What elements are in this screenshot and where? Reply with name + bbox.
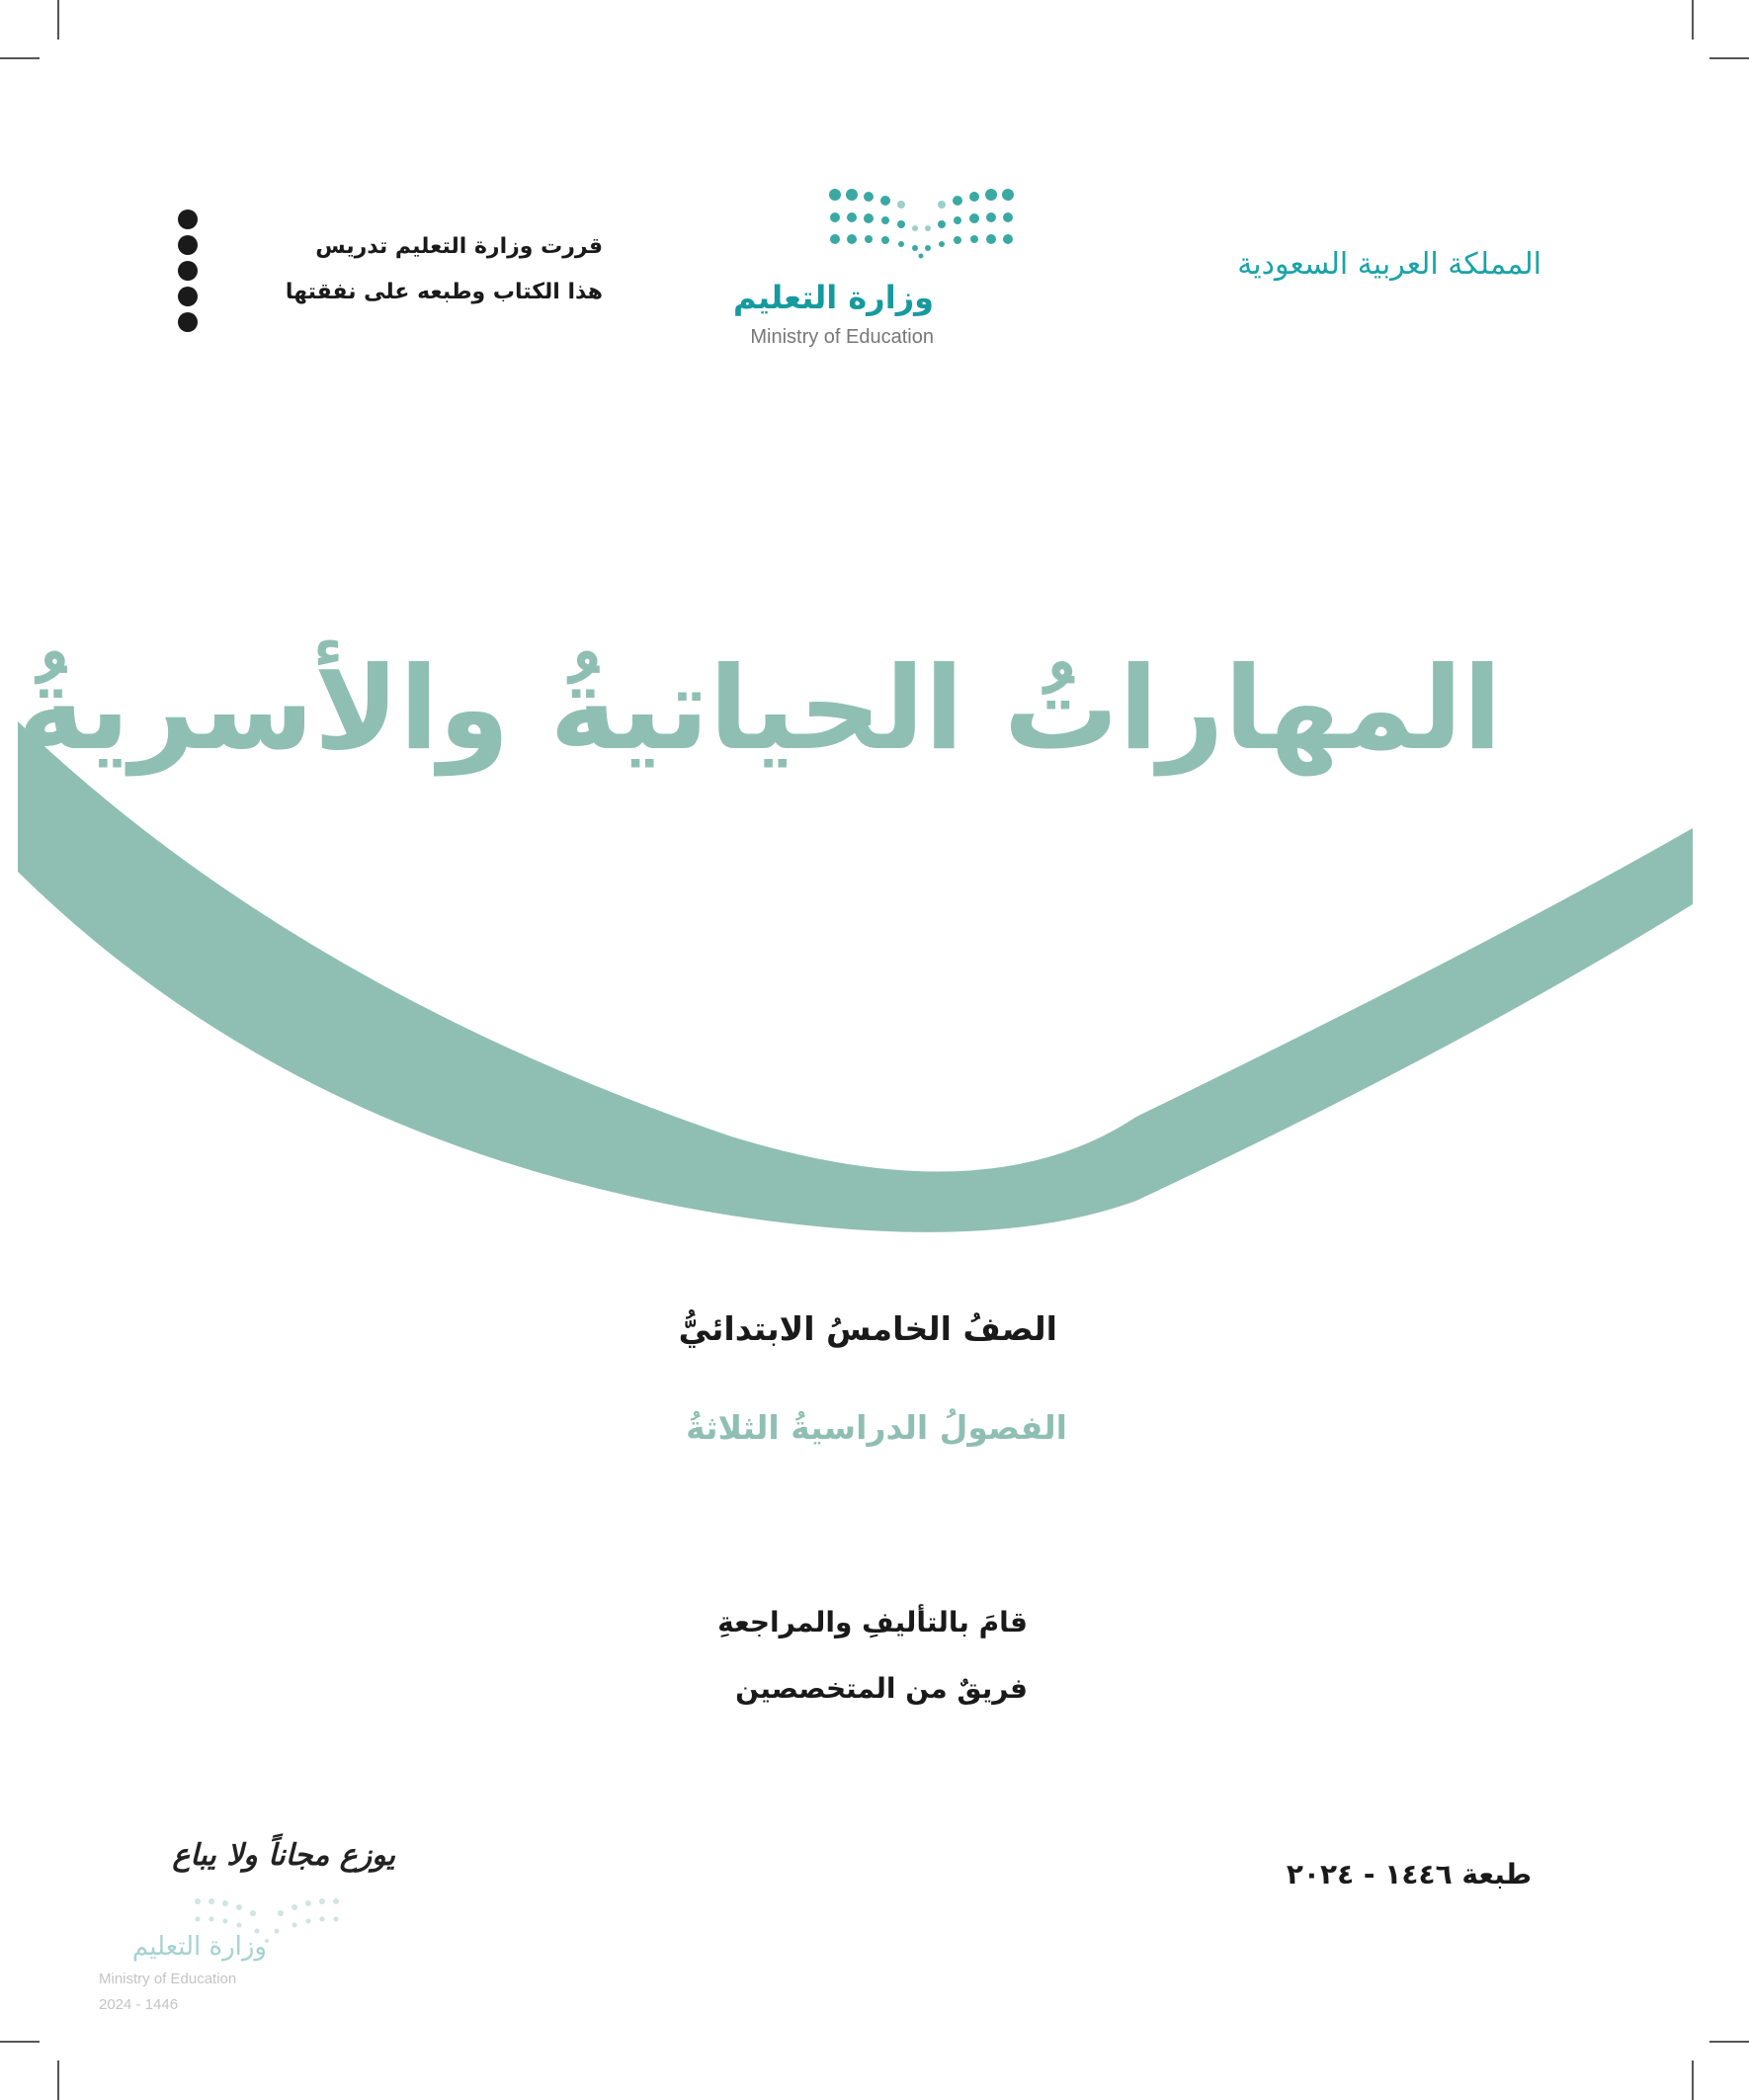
semesters: الفصولُ الدراسيةُ الثلاثةُ [686, 1408, 1067, 1447]
ministry-name-en-small: Ministry of Education [99, 1971, 237, 1987]
crop-mark-top-left-h [0, 57, 40, 59]
authored-by: قامَ بالتأليفِ والمراجعةِ [717, 1606, 1028, 1638]
crop-mark-top-right-h [1709, 57, 1749, 59]
crop-mark-bottom-left-h [0, 2041, 40, 2043]
print-year: 2024 - 1446 [99, 1996, 179, 2013]
decree-line-2: هذا الكتاب وطبعه على نفقتها [285, 280, 603, 304]
author-team: فريقٌ من المتخصصين [735, 1672, 1028, 1705]
bullet-dots-icon [176, 208, 200, 334]
free-distribution-note: يوزع مجاناً ولا يباع [172, 1838, 395, 1873]
crop-mark-bottom-right-h [1709, 2041, 1749, 2043]
ministry-name-ar: وزارة التعليم [732, 279, 934, 316]
edition-year: طبعة ١٤٤٦ - ٢٠٢٤ [1286, 1858, 1532, 1890]
ministry-name-en: Ministry of Education [750, 326, 934, 348]
crop-mark-top-right-v [1692, 0, 1694, 40]
kingdom-name: المملكة العربية السعودية [1237, 247, 1541, 282]
ministry-name-ar-small: وزارة التعليم [131, 1932, 267, 1962]
crop-mark-bottom-left-v [57, 2060, 59, 2100]
crop-mark-top-left-v [57, 0, 59, 40]
book-title: المهاراتُ الحياتيةُ والأسريةُ [17, 642, 1502, 776]
grade-level: الصفُ الخامسُ الابتدائيُّ [678, 1309, 1057, 1348]
decree-line-1: قررت وزارة التعليم تدريس [315, 234, 603, 259]
crop-mark-bottom-right-v [1692, 2060, 1694, 2100]
